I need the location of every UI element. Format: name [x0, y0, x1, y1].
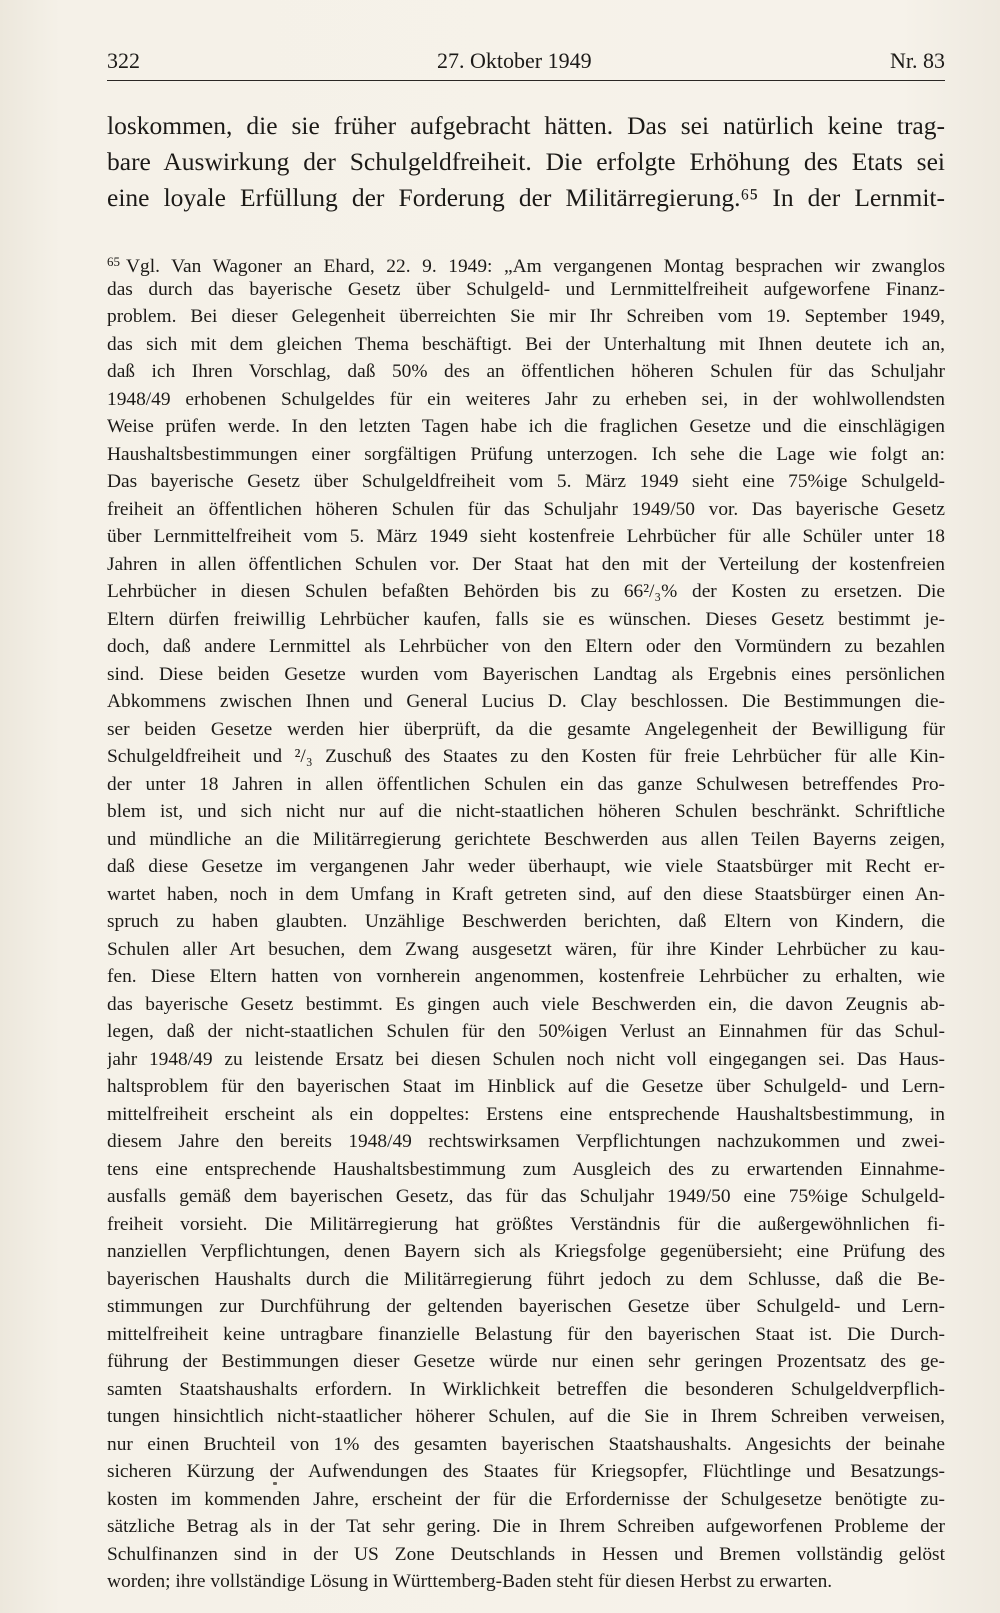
footnote-line: mittelfreiheit keine untragbare finanzielle Belastung für den bayerischen Staat ist. Die Durch- — [107, 1323, 945, 1345]
footnote-line: jahr 1948/49 zu leistende Ersatz bei diesen Schulen noch nicht voll eingegangen sei. Das Haus- — [107, 1048, 945, 1070]
footnote-line: über Lernmittelfreiheit vom 5. März 1949 sieht kostenfreie Lehrbücher für alle Schüler unter 18 — [107, 526, 945, 547]
footnote-line: sätzliche Betrag als in der Tat sehr gering. Die in Ihrem Schreiben aufgeworfenen Probleme der — [107, 1516, 945, 1537]
footnote-line: sicheren Kürzung der Aufwendungen des Staates für Kriegsopfer, Flüchtlinge und Besatzungs- — [107, 1461, 945, 1482]
footnote-line: Weise prüfen werde. In den letzten Tagen habe ich die fraglichen Gesetze und die einschlägigen — [107, 416, 945, 437]
footnote-line: das sich mit dem gleichen Thema beschäftigt. Bei der Unterhaltung mit Ihnen deutete ich an, — [107, 333, 945, 355]
footnote-line: Haushaltsbestimmungen einer sorgfältigen Prüfung unterzogen. Ich sehe die Lage wie folgt an: — [107, 443, 945, 465]
main-text-line: bare Auswirkung der Schulgeldfreiheit. Die erfolgte Erhöhung des Etats sei — [107, 147, 945, 176]
footnote-line: freiheit vorsieht. Die Militärregierung hat größtes Verständnis für die außergewöhnlichen fi- — [107, 1213, 945, 1235]
footnote-line: tens eine entsprechende Haushaltsbestimmung zum Ausgleich des zu erwartenden Einnahme- — [107, 1158, 945, 1180]
page-number: 322 — [107, 48, 140, 73]
footnote-line: wartet haben, noch in dem Umfang in Kraft getreten sind, auf den diese Staatsbürger einen An- — [107, 883, 945, 905]
footnote-line: nanziellen Verpflichtungen, denen Bayern sich als Kriegsfolge gegenübersieht; eine Prüfung des — [107, 1241, 945, 1262]
paper-speck — [273, 1482, 277, 1485]
footnote-line: ausfalls gemäß dem bayerischen Gesetz, das für das Schuljahr 1949/50 eine 75%ige Schulgeld- — [107, 1186, 945, 1207]
footnote-line: Lehrbücher in diesen Schulen befaßten Behörden bis zu 66²/₃% der Kosten zu ersetzen. Die — [107, 581, 945, 602]
footnote-line: 1948/49 erhobenen Schulgeldes für ein weiteres Jahr zu erheben sei, in der wohlwollendsten — [107, 388, 945, 410]
footnote-line: haltsproblem für den bayerischen Staat im Hinblick auf die Gesetze über Schulgeld- und Lern- — [107, 1076, 945, 1097]
header-date: 27. Oktober 1949 — [437, 48, 592, 73]
footnote-line: samten Staatshaushalts erfordern. In Wirklichkeit betreffen die besonderen Schulgeldverpflich- — [107, 1378, 945, 1400]
footnote-line: worden; ihre vollständige Lösung in Württemberg-Baden steht für diesen Herbst zu erwarten. — [107, 1571, 833, 1592]
footnote-line: blem ist, und sich nicht nur auf die nicht-staatlichen höheren Schulen beschränkt. Schriftliche — [107, 801, 945, 822]
footnote-line: daß diese Gesetze im vergangenen Jahr weder überhaupt, wie viele Staatsbürger mit Recht er- — [107, 856, 945, 877]
footnote-line: und mündliche an die Militärregierung gerichtete Beschwerden aus allen Teilen Bayerns zeigen, — [107, 828, 945, 850]
footnote-line: spruch zu haben glaubten. Unzählige Beschwerden berichten, daß Eltern von Kindern, die — [107, 911, 945, 932]
footnote-line: ser beiden Gesetze werden hier überprüft, da die gesamte Angelegenheit der Bewilligung für — [107, 718, 945, 740]
footnote-line: das durch das bayerische Gesetz über Schulgeld- und Lernmittelfreiheit aufgeworfene Finanz- — [107, 278, 945, 300]
main-text-line: eine loyale Erfüllung der Forderung der Militärregierung.⁶⁵ In der Lernmit- — [107, 183, 945, 212]
footnote-line: diesem Jahre den bereits 1948/49 rechtswirksamen Verpflichtungen nachzukommen und zwei- — [107, 1131, 945, 1152]
footnote-line: der unter 18 Jahren in allen öffentlichen Schulen ein das ganze Schulwesen betreffendes Pro- — [107, 773, 945, 795]
footnote-line: Eltern dürfen freiwillig Lehrbücher kaufen, falls sie es wünschen. Dieses Gesetz bestimmt je- — [107, 608, 945, 630]
footnote-line: Schulen aller Art besuchen, dem Zwang ausgesetzt wären, für ihre Kinder Lehrbücher zu kau- — [107, 938, 945, 960]
footnote-line — [107, 248, 945, 276]
footnote-65 — [107, 248, 945, 1596]
footnote-line: kosten im kommenden Jahre, erscheint der für die Erfordernisse der Schulgesetze benötigte zu- — [107, 1488, 945, 1510]
footnote-line: fen. Diese Eltern hatten von vornherein angenommen, kostenfreie Lehrbücher zu erhalten, wie — [107, 966, 945, 987]
footnote-line: bayerischen Haushalts durch die Militärregierung führt jedoch zu dem Schlusse, daß die Be- — [107, 1268, 945, 1290]
footnote-line: legen, daß der nicht-staatlichen Schulen für den 50%igen Verlust an Einnahmen für das Schul- — [107, 1021, 945, 1042]
footnote-line: mittelfreiheit erscheint als ein doppeltes: Erstens eine entsprechende Haushaltsbestimmung, in — [107, 1103, 945, 1125]
issue-number: Nr. 83 — [890, 48, 945, 73]
footnote-line: tungen hinsichtlich nicht-staatlicher höherer Schulen, auf die Sie in Ihrem Schreiben verweisen, — [107, 1406, 945, 1427]
header-rule — [107, 80, 945, 81]
footnote-line: das bayerische Gesetz bestimmt. Es gingen auch viele Beschwerden ein, die davon Zeugnis ab- — [107, 993, 945, 1015]
footnote-line: Schulgeldfreiheit und ²/₃ Zuschuß des Staates zu den Kosten für freie Lehrbücher für alle Kin- — [107, 746, 945, 767]
footnote-line: sind. Diese beiden Gesetze wurden vom Bayerischen Landtag als Ergebnis eines persönlichen — [107, 663, 945, 685]
footnote-line: freiheit an öffentlichen höheren Schulen für das Schuljahr 1949/50 vor. Das bayerische Gesetz — [107, 498, 945, 520]
footnote-line: Das bayerische Gesetz über Schulgeldfreiheit vom 5. März 1949 sieht eine 75%ige Schulgeld- — [107, 471, 945, 492]
main-paragraph — [107, 108, 945, 216]
footnote-line: doch, daß andere Lernmittel als Lehrbücher von den Eltern oder den Vormündern zu bezahlen — [107, 636, 945, 657]
main-text-line: loskommen, die sie früher aufgebracht hätten. Das sei natürlich keine trag- — [107, 111, 945, 140]
footnote-line: führung der Bestimmungen dieser Gesetze würde nur einen sehr geringen Prozentsatz des ge- — [107, 1351, 945, 1372]
footnote-line: problem. Bei dieser Gelegenheit überreichten Sie mir Ihr Schreiben vom 19. September 1949, — [107, 306, 945, 327]
footnote-line-text: Vgl. Van Wagoner an Ehard, 22. 9. 1949: „Am vergangenen Montag besprachen wir zwanglos — [126, 256, 945, 276]
running-header — [107, 46, 945, 80]
footnote-number: 65 — [107, 254, 120, 269]
footnote-line: Jahren in allen öffentlichen Schulen vor. Der Staat hat den mit der Verteilung der kostenfreien — [107, 553, 945, 575]
footnote-line: nur einen Bruchteil von 1% des gesamten bayerischen Staatshaushalts. Angesichts der beinahe — [107, 1433, 945, 1455]
footnote-line: Schulfinanzen sind in der US Zone Deutschlands in Hessen und Bremen vollständig gelöst — [107, 1543, 945, 1565]
footnote-line: daß ich Ihren Vorschlag, daß 50% des an öffentlichen höheren Schulen für das Schuljahr — [107, 361, 945, 382]
footnote-line: stimmungen zur Durchführung der geltenden bayerischen Gesetze über Schulgeld- und Lern- — [107, 1296, 945, 1317]
footnote-line: Abkommens zwischen Ihnen und General Lucius D. Clay beschlossen. Die Bestimmungen die- — [107, 691, 945, 712]
